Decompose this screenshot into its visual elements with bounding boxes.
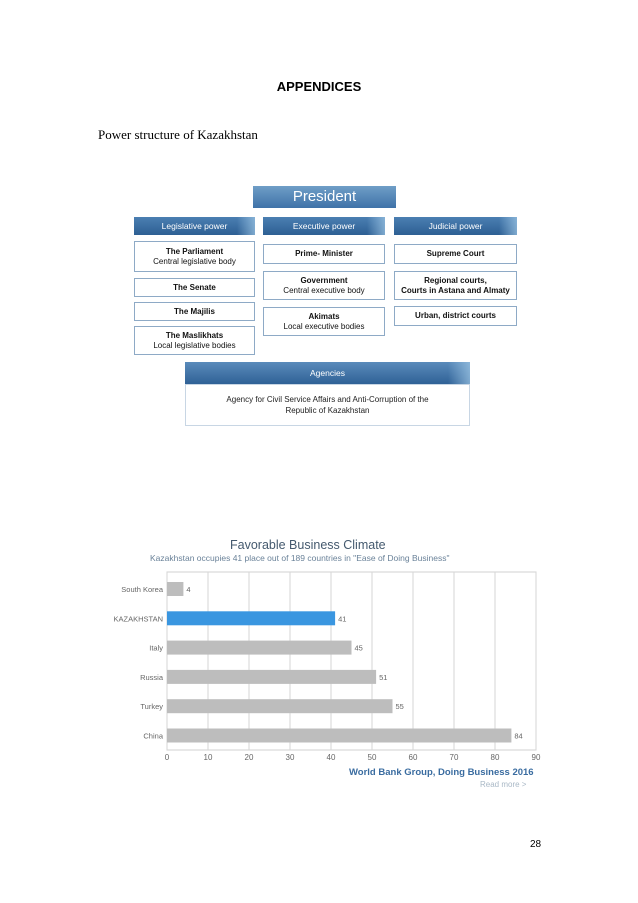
x-tick-label: 20 [244, 753, 254, 762]
maslikhats-box [134, 326, 255, 355]
x-tick-label: 60 [408, 753, 418, 762]
page-title: APPENDICES [276, 79, 362, 94]
parliament-box [134, 241, 255, 272]
x-tick-label: 80 [490, 753, 500, 762]
category-label: Russia [140, 672, 163, 682]
power-structure-chart [0, 0, 638, 440]
category-label: China [143, 731, 163, 741]
data-label: 45 [354, 643, 363, 653]
agencies-box [185, 384, 470, 426]
x-tick-label: 0 [164, 753, 170, 762]
data-label: 51 [379, 672, 388, 682]
agencies-line-2: Republic of Kazakhstan [285, 406, 370, 415]
section-caption: Power structure of Kazakhstan [98, 127, 258, 142]
chart-source: World Bank Group, Doing Business 2016 [349, 767, 534, 778]
box-title: The Senate [173, 282, 216, 292]
agencies-line-1: Agency for Civil Service Affairs and Anti-Corruption of the [226, 395, 429, 404]
bar [167, 641, 352, 655]
box-subtitle: Central legislative body [153, 256, 236, 266]
box-title: The Maslikhats [165, 330, 224, 340]
supreme-court-box [394, 244, 517, 264]
president-box: President [253, 186, 396, 208]
box-title: Supreme Court [426, 249, 485, 258]
x-tick-label: 90 [531, 753, 541, 762]
bar [167, 582, 183, 596]
bar [167, 699, 393, 713]
urban-courts-box [394, 306, 517, 326]
majilis-box [134, 302, 255, 321]
box-subtitle: Courts in Astana and Almaty [401, 285, 510, 295]
box-title: Prime- Minister [295, 249, 353, 258]
executive-header: Executive power [263, 217, 385, 235]
prime-minister-box [263, 244, 385, 264]
chart-title: Favorable Business Climate [230, 538, 386, 552]
category-label: South Korea [121, 585, 163, 594]
box-subtitle: Local executive bodies [283, 321, 365, 331]
plot-frame [167, 572, 536, 750]
box-title: The Parliament [165, 246, 224, 256]
data-label: 55 [395, 702, 404, 712]
senate-box [134, 278, 255, 297]
x-tick-label: 40 [326, 753, 336, 762]
bar [167, 729, 511, 743]
bar [167, 611, 335, 625]
data-label: 84 [514, 731, 523, 741]
x-tick-label: 10 [203, 753, 213, 762]
box-title: Urban, district courts [415, 311, 496, 320]
category-label: Italy [149, 643, 163, 653]
x-tick-label: 30 [285, 753, 295, 762]
box-title: The Majilis [174, 306, 215, 316]
chart-subtitle: Kazakhstan occupies 41 place out of 189 countries in "Ease of Doing Business" [150, 553, 450, 563]
box-subtitle: Central executive body [283, 285, 365, 295]
box-subtitle: Local legislative bodies [153, 340, 236, 350]
bar [167, 670, 376, 684]
regional-courts-box [394, 271, 517, 300]
page-number: 28 [530, 839, 542, 850]
box-title: Regional courts, [424, 275, 487, 285]
legislative-header: Legislative power [134, 217, 255, 235]
agencies-header: Agencies [185, 362, 470, 384]
judicial-header: Judicial power [394, 217, 517, 235]
akimats-box [263, 307, 385, 336]
box-title: Government [300, 275, 348, 285]
category-label: KAZAKHSTAN [113, 614, 163, 624]
category-label: Turkey [140, 702, 163, 712]
data-label: 41 [338, 614, 347, 624]
read-more-link[interactable]: Read more > [480, 780, 527, 789]
box-title: Akimats [308, 311, 340, 321]
x-tick-label: 50 [367, 753, 377, 762]
business-climate-chart [0, 560, 638, 770]
x-tick-label: 70 [449, 753, 459, 762]
government-box [263, 271, 385, 300]
data-label: 4 [186, 585, 191, 594]
